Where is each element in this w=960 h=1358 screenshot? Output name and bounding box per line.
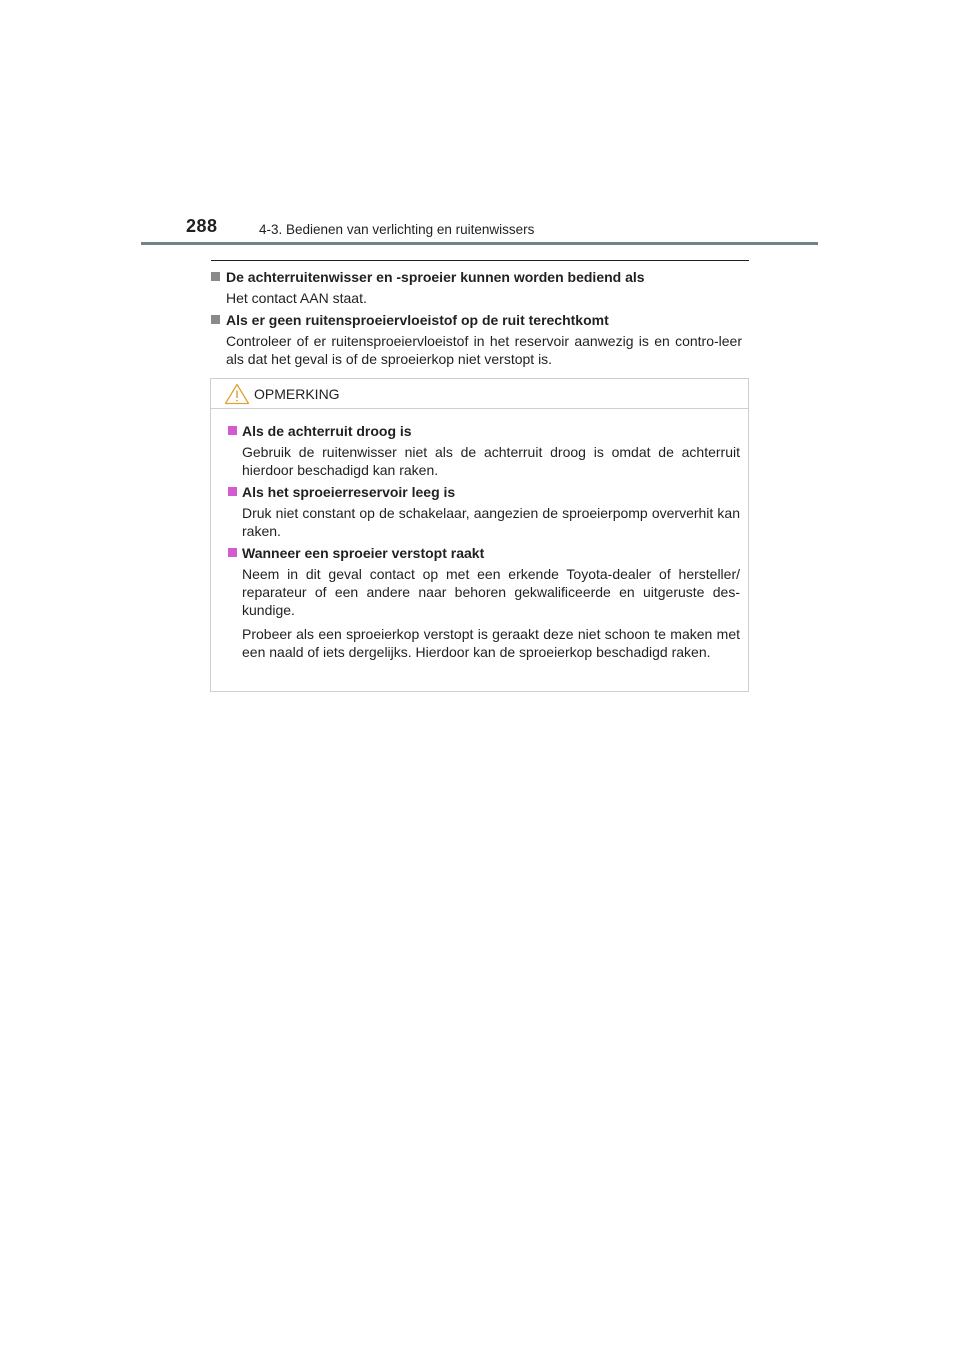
notice-item-empty-reservoir: [229, 483, 740, 540]
section-title: 4-3. Bedienen van verlichting en ruitenwissers: [259, 222, 535, 237]
notice-item-heading: Als het sproeierreservoir leeg is: [229, 483, 740, 501]
notice-item-text: Druk niet constant op de schakelaar, aangezien de sproeierpomp oververhit kan raken.: [242, 505, 740, 539]
notice-item-dry-rear-window: [229, 422, 740, 479]
notice-item-text: Gebruik de ruitenwisser niet als de achterruit droog is omdat de achterruit hierdoor beschadigd kan raken.: [242, 444, 740, 478]
content-divider: [211, 260, 749, 261]
header-divider: [141, 242, 818, 245]
notice-item-text: Neem in dit geval contact op met een erkende Toyota-dealer of hersteller/ reparateur of een andere naar behoren gekwalificeerde en uitgeruste des-kundige.: [242, 566, 740, 618]
info-item-heading: Als er geen ruitensproeiervloeistof op de ruit terechtkomt: [226, 311, 742, 329]
square-bullet-icon: [228, 487, 237, 496]
page-number: 288: [186, 216, 218, 236]
square-bullet-icon: [211, 315, 220, 324]
square-bullet-icon: [228, 548, 237, 557]
square-bullet-icon: [211, 272, 220, 281]
notice-item-clogged-sprayer: [229, 544, 740, 661]
notice-item-heading: Wanneer een sproeier verstopt raakt: [229, 544, 740, 562]
notice-item-text-extra: Probeer als een sproeierkop verstopt is geraakt deze niet schoon te maken met een naald of iets dergelijks. Hierdoor kan de sproeierkop beschadigd raken.: [242, 626, 740, 660]
square-bullet-icon: [228, 426, 237, 435]
info-item-rear-wiper-operation: [226, 268, 742, 307]
notice-item-heading: Als de achterruit droog is: [229, 422, 740, 440]
info-item-heading: De achterruitenwisser en -sproeier kunnen worden bediend als: [226, 268, 742, 286]
warning-triangle-icon: [224, 383, 250, 405]
info-item-no-washer-fluid: [226, 311, 742, 368]
notice-box: [210, 378, 749, 692]
info-item-text: Het contact AAN staat.: [226, 290, 367, 306]
notice-label: OPMERKING: [254, 386, 340, 402]
info-item-text: Controleer of er ruitensproeiervloeistof in het reservoir aanwezig is en contro-leer als dat het geval is of de sproeierkop niet verstopt is.: [226, 333, 742, 367]
notice-header: [211, 379, 748, 409]
